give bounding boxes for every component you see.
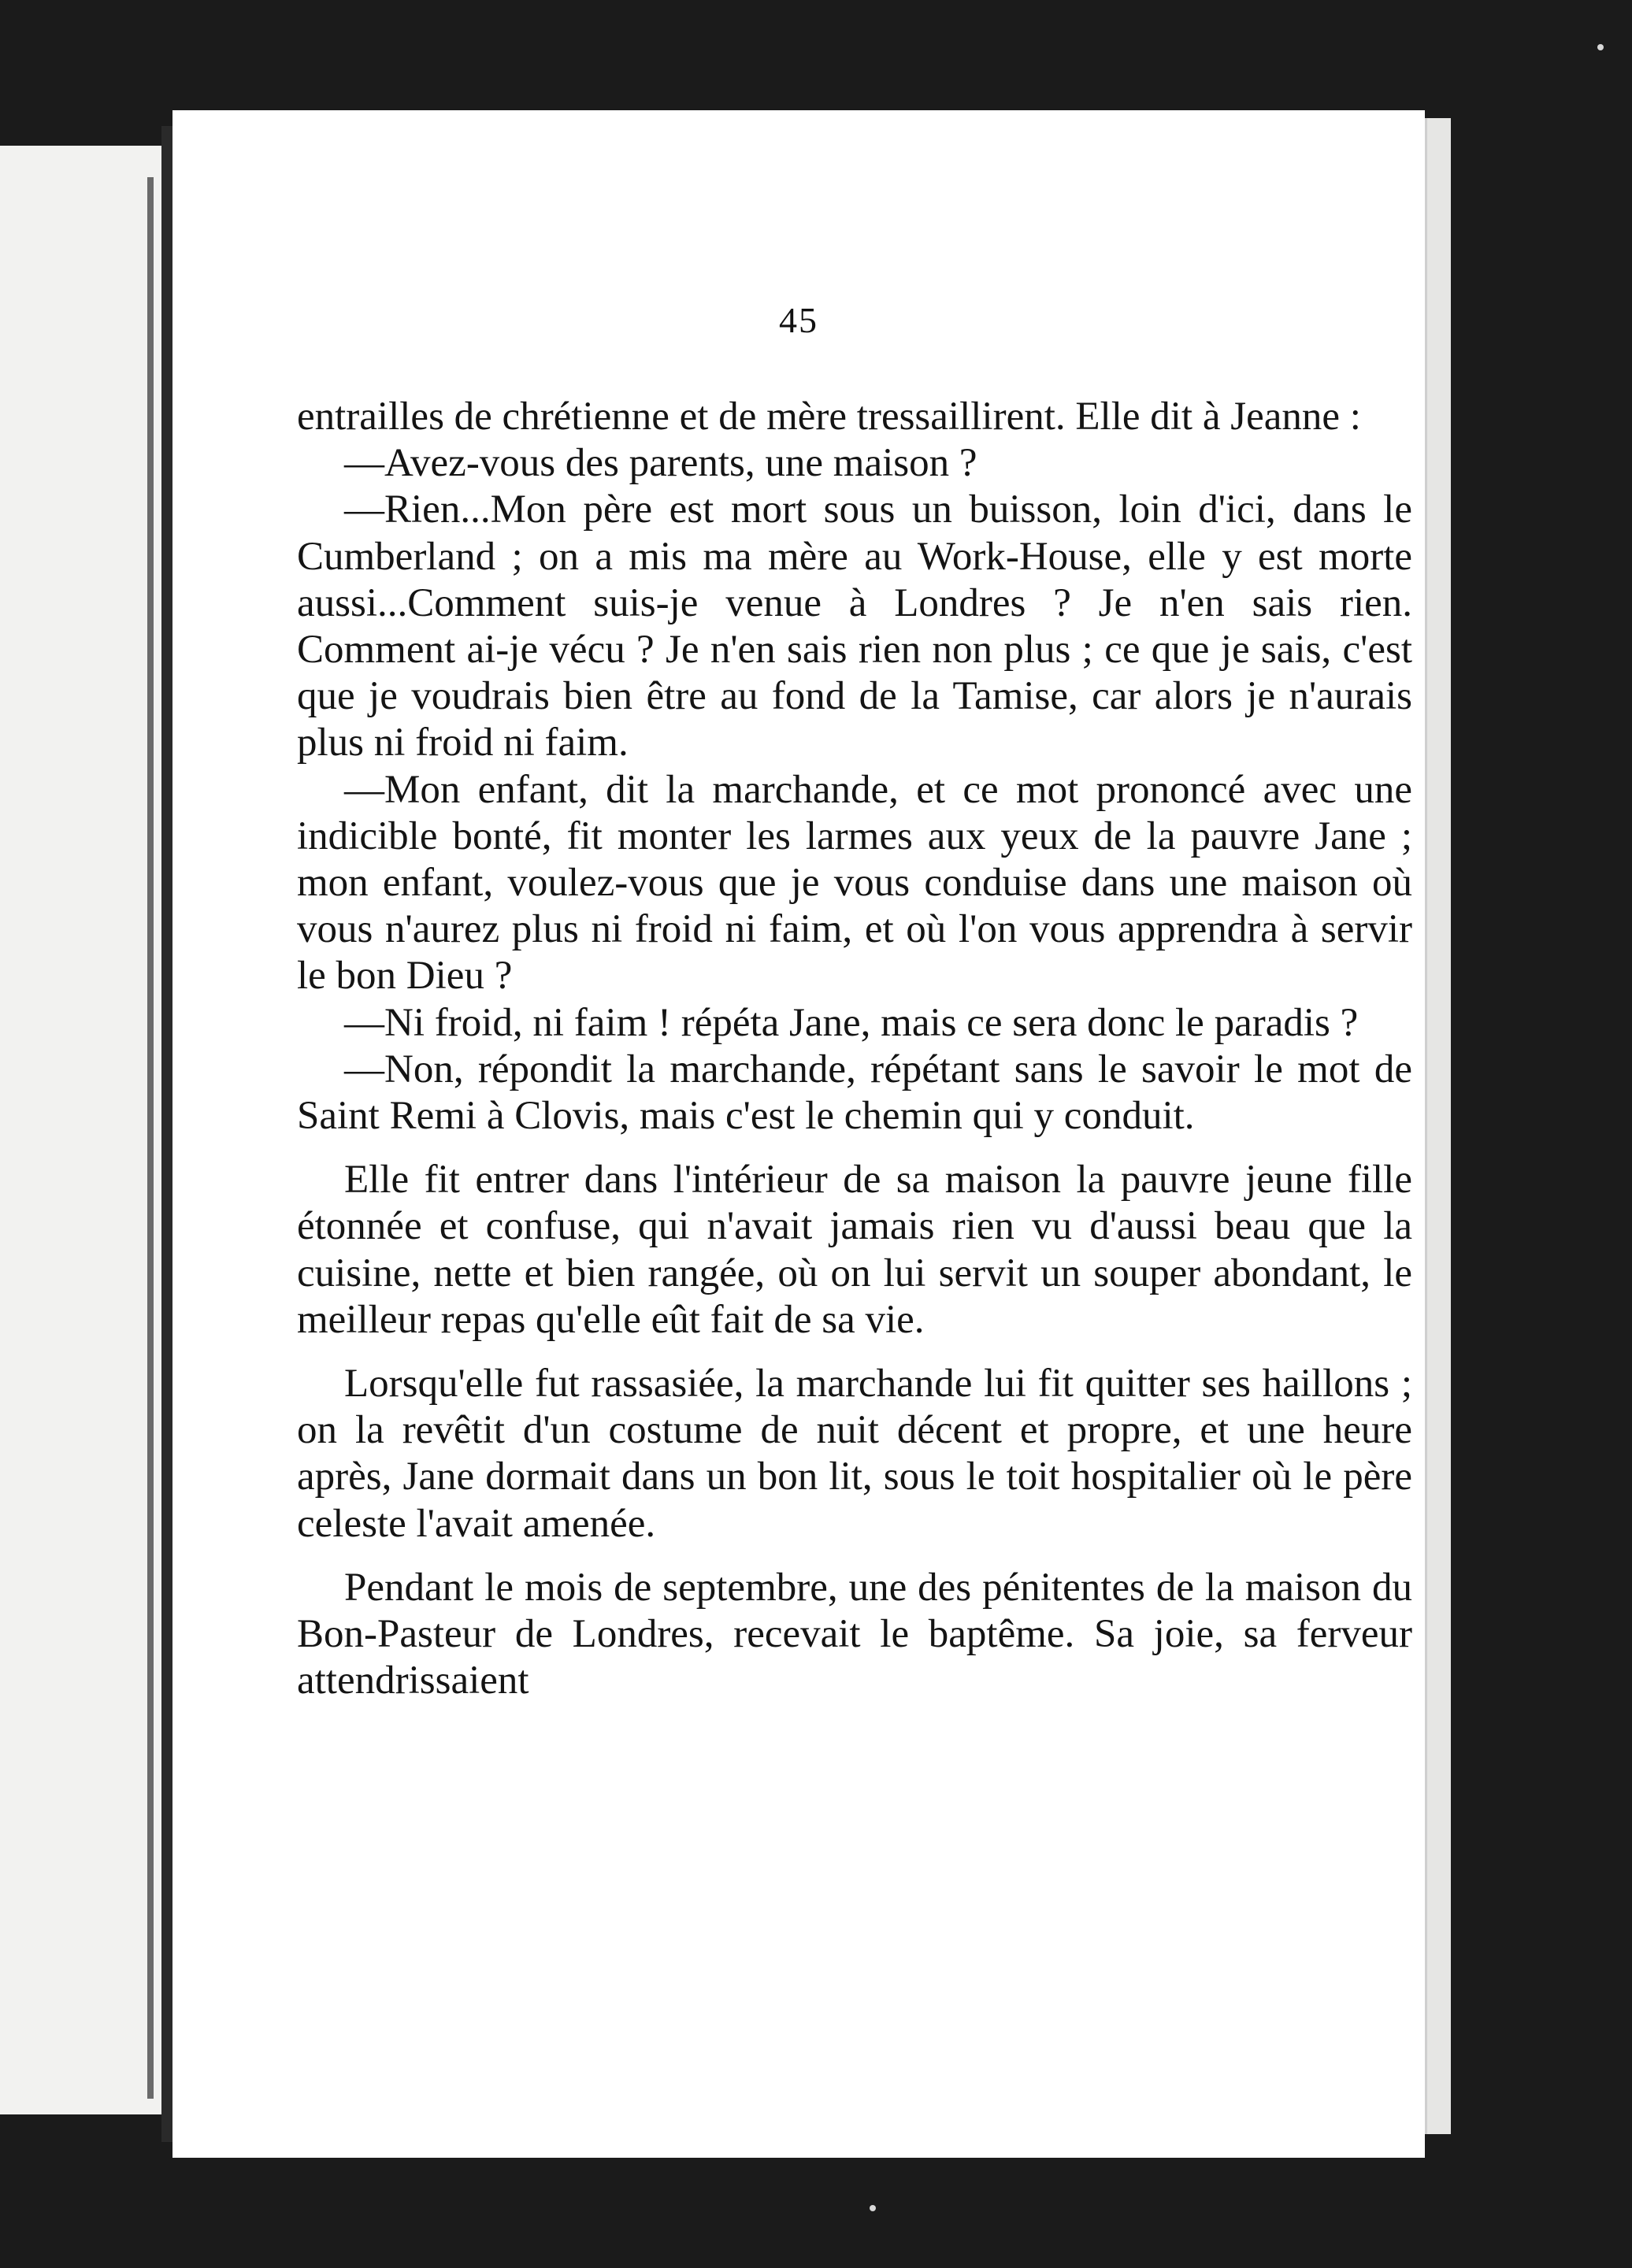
page-body-text: [297, 394, 1412, 1710]
paragraph-4: —Mon enfant, dit la marchande, et ce mot prononcé avec une indicible bonté, fit monter les larmes aux yeux de la pauvre Jane ; mon enfant, voulez-vous que je vous conduise dans une maison où vous n'aurez plus ni froid ni faim, et où l'on vous apprendra à servir le bon Dieu ?: [297, 767, 1412, 999]
paragraph-6: —Non, répondit la marchande, répétant sans le savoir le mot de Saint Remi à Clovis, mais c'est le chemin qui y conduit.: [297, 1047, 1412, 1139]
paragraph-2: —Avez-vous des parents, une maison ?: [344, 441, 977, 486]
paragraph-1: entrailles de chrétienne et de mère tressaillirent. Elle dit à Jeanne :: [297, 395, 1361, 439]
paragraph-7: Elle fit entrer dans l'intérieur de sa maison la pauvre jeune fille étonnée et confuse, qui n'avait jamais rien vu d'aussi beau que la cuisine, nette et bien rangée, où on lui servit un souper abondant, le meilleur repas qu'elle eût fait de sa vie.: [297, 1158, 1412, 1342]
paragraph-3: —Rien...Mon père est mort sous un buisson, loin d'ici, dans le Cumberland ; on a mis ma mère au Work-House, elle y est morte aussi...Comment suis-je venue à Londres ? Je n'en sais rien. Comment ai-je vécu ? Je n'en sais rien non plus ; ce que je sais, c'est que je voudrais bien être au fond de la Tamise, car alors je n'aurais plus ni froid ni faim.: [297, 487, 1412, 765]
page-fore-edge: [1425, 118, 1451, 2134]
paragraph-9: Pendant le mois de septembre, une des pénitentes de la maison du Bon-Pasteur de Londres, recevait le baptême. Sa joie, sa ferveur attendrissaient: [297, 1565, 1412, 1703]
book-page: [172, 110, 1425, 2158]
scan-speck: [870, 2205, 876, 2211]
page-number: 45: [779, 300, 818, 340]
scan-speck: [1597, 44, 1604, 50]
paragraph-8: Lorsqu'elle fut rassasiée, la marchande lui fit quitter ses haillons ; on la revêtit d'un costume de nuit décent et propre, et une heure après, Jane dormait dans un bon lit, sous le toit hospitalier où le père celeste l'avait amenée.: [297, 1362, 1412, 1546]
previous-page-edge: [0, 146, 165, 2114]
binding-gutter: [147, 177, 154, 2099]
paragraph-5: —Ni froid, ni faim ! répéta Jane, mais ce sera donc le paradis ?: [344, 1000, 1359, 1045]
page-gap: [161, 126, 172, 2142]
